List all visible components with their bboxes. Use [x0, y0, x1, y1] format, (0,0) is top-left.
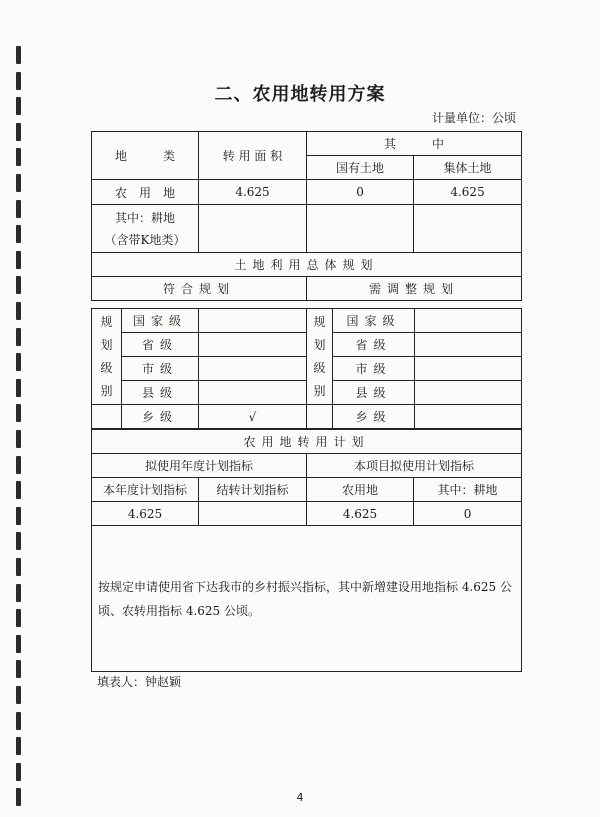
- binding-hole: [16, 353, 21, 371]
- binding-hole: [16, 404, 21, 422]
- binding-hole: [16, 737, 21, 755]
- plan-level-label-right: 规 划 级 别: [307, 309, 333, 405]
- binding-hole: [16, 609, 21, 627]
- level-national-left-grid-value: [199, 309, 307, 333]
- arable-area: [199, 205, 307, 253]
- binding-hole: [16, 763, 21, 781]
- level-township-right: 乡级: [333, 405, 415, 429]
- binding-hole: [16, 251, 21, 269]
- header-land-type: 地 类: [92, 132, 199, 180]
- level-spacer-right: [307, 405, 333, 429]
- binding-hole: [16, 379, 21, 397]
- level-township-right-value: [415, 405, 522, 429]
- level-county-right-value: [415, 381, 522, 405]
- binding-hole: [16, 148, 21, 166]
- binding-hole: [16, 712, 21, 730]
- conversion-plan-section: [91, 429, 522, 672]
- arable-state: [307, 205, 414, 253]
- header-area: 转 用 面 积: [199, 132, 307, 180]
- conversion-plan-header: 农用地转用计划: [92, 430, 522, 454]
- conversion-plan-table: [91, 131, 522, 301]
- level-city-right: 市级: [333, 357, 415, 381]
- farmland-area: 4.625: [199, 180, 307, 205]
- note-cell: [92, 526, 522, 672]
- level-city-left-value: [199, 357, 307, 381]
- binding-hole: [16, 507, 21, 525]
- adjust-plan-grid: [306, 308, 522, 429]
- binding-hole: [16, 660, 21, 678]
- this-year-value: 4.625: [92, 502, 199, 526]
- page-number: 4: [296, 791, 304, 804]
- plan-level-label-left-grid: 规 划 级 别: [92, 309, 122, 405]
- arable-collective: [414, 205, 522, 253]
- header-among: 其 中: [307, 132, 522, 156]
- binding-hole: [16, 456, 21, 474]
- level-national-right-value: [415, 309, 522, 333]
- binding-hole: [16, 430, 21, 448]
- level-county-left: 县级: [122, 381, 199, 405]
- binding-hole: [16, 302, 21, 320]
- binding-hole: [16, 225, 21, 243]
- annual-quota-header: 拟使用年度计划指标: [92, 454, 307, 478]
- binding-hole: [16, 200, 21, 218]
- level-city-right-value: [415, 357, 522, 381]
- conform-plan-header: 符合规划: [92, 277, 307, 301]
- header-state-land: 国有土地: [307, 156, 414, 180]
- binding-hole: [16, 584, 21, 602]
- level-province-left-value: [199, 333, 307, 357]
- level-province-right-value: [415, 333, 522, 357]
- township-check-mark: √: [199, 405, 307, 429]
- this-year-header: 本年度计划指标: [92, 478, 199, 502]
- header-collective-land: 集体土地: [414, 156, 522, 180]
- binding-hole: [16, 123, 21, 141]
- farmland-header: 农用地: [307, 478, 414, 502]
- level-county-right: 县级: [333, 381, 415, 405]
- arable-label: 其中：耕地 （含带K地类）: [92, 205, 199, 253]
- measurement-unit: 计量单位：公顷: [431, 111, 516, 125]
- binding-hole: [16, 686, 21, 704]
- carry-over-value: [199, 502, 307, 526]
- project-quota-header: 本项目拟使用计划指标: [307, 454, 522, 478]
- farmland-label: 农 用 地: [92, 180, 199, 205]
- binding-hole: [16, 532, 21, 550]
- filler-name: 填表人：钟赵颖: [97, 675, 182, 689]
- level-province-left: 省级: [122, 333, 199, 357]
- level-national-right: 国家级: [333, 309, 415, 333]
- level-spacer-left: [92, 405, 122, 429]
- carry-over-header: 结转计划指标: [199, 478, 307, 502]
- binding-hole: [16, 174, 21, 192]
- note-text: 按规定申请使用省下达我市的乡村振兴指标，其中新增建设用地指标 4.625 公顷、农转用指标 4.625 公顷。: [98, 579, 512, 618]
- level-county-left-value: [199, 381, 307, 405]
- level-national-left-grid: 国家级: [122, 309, 199, 333]
- binding-hole: [16, 328, 21, 346]
- level-township-left: 乡级: [122, 405, 199, 429]
- conform-plan-grid: [91, 308, 307, 429]
- overall-plan-header: 土地利用总体规划: [92, 253, 522, 277]
- cropland-value: 0: [414, 502, 522, 526]
- binding-hole: [16, 481, 21, 499]
- adjust-plan-header: 需调整规划: [307, 277, 522, 301]
- level-city-left: 市级: [122, 357, 199, 381]
- farmland-collective: 4.625: [414, 180, 522, 205]
- cropland-header: 其中：耕地: [414, 478, 522, 502]
- farmland-state: 0: [307, 180, 414, 205]
- binding-hole: [16, 635, 21, 653]
- level-province-right: 省级: [333, 333, 415, 357]
- binding-hole: [16, 46, 21, 64]
- page-title: 二、农用地转用方案: [214, 84, 386, 105]
- farmland-value: 4.625: [307, 502, 414, 526]
- binding-hole: [16, 276, 21, 294]
- binding-hole: [16, 558, 21, 576]
